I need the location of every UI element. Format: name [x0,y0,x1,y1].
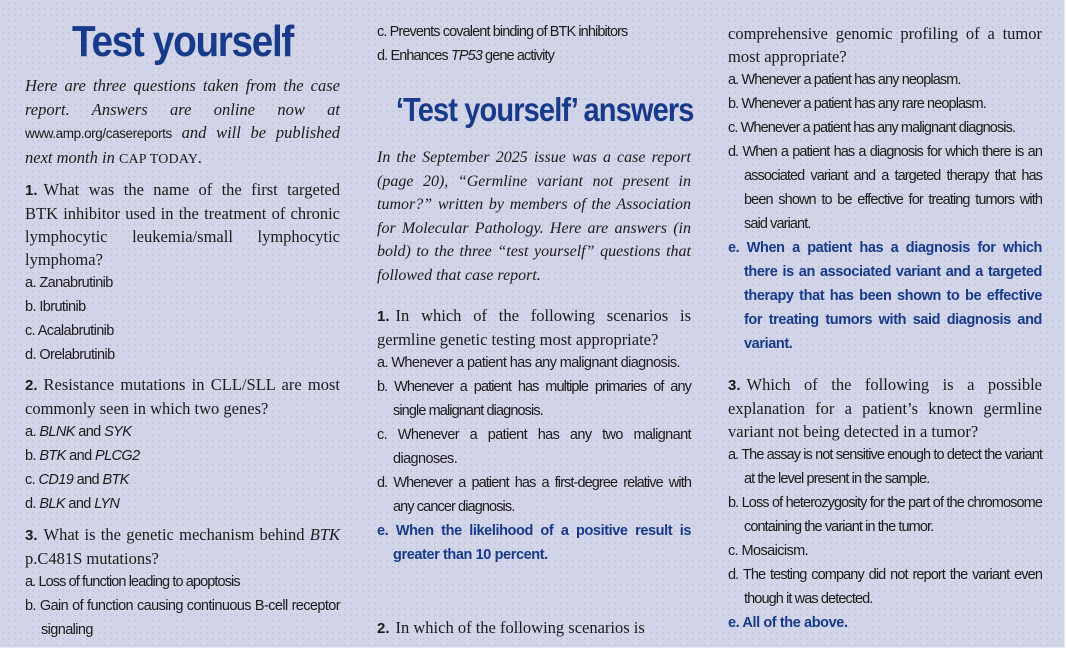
option-b [25,444,340,468]
intro-text: and will be published next month in [25,123,340,167]
option-letter: c. [377,24,387,40]
question-body: What is the genetic mechanism behind [43,525,310,544]
option-letter: c. [728,543,739,559]
option-letter: d. [377,475,388,491]
option-text: When a patient has a diagnosis for which there is an associated variant and a targeted therapy that has been shown to be effective for treating tumors with said diagnosis and variant. [744,240,1042,352]
option-text: Enhances [390,48,451,64]
option-letter: b. [728,96,739,112]
option-letter: b. [25,598,36,614]
option-text: and [74,424,105,440]
question-text [377,616,691,640]
question-number: 2. [377,620,390,637]
option-a [25,570,340,594]
option-letter: a. [25,275,36,291]
option-letter: a. [728,72,739,88]
option-text: Whenever a patient has a first-degree relative with any cancer diagnosis. [393,475,691,515]
option-letter: c. [25,323,36,339]
option-d [377,44,691,68]
case-reports-link[interactable]: www.amp.org/casereports [25,126,172,141]
option-letter: d. [728,144,739,160]
option-text: gene activity [481,48,554,64]
option-letter: c. [377,427,388,443]
option-a [25,420,340,444]
option-letter: a. [728,447,739,463]
option-text: and [65,448,95,464]
option-c [25,468,340,492]
option-text: and [73,472,103,488]
option-text: Loss of heterozygosity for the part of the chromosome containing the variant in the tumor. [741,495,1042,535]
option-d [25,492,340,516]
question-body: In which of the following scenarios is [395,618,645,637]
gene-name: BLK [39,496,65,512]
gene-name: BTK [39,448,66,464]
gene-name: TP53 [450,48,482,64]
option-text: Whenever a patient has multiple primaries of any single malignant diagnosis. [393,379,691,419]
question-body: What was the name of the first targeted BTK inhibitor used in the treatment of chronic lymphocytic leukemia/small lymphocytic lymphoma? [25,180,340,269]
option-text: and [64,496,95,512]
gene-name: CD19 [38,472,74,488]
question-text [728,22,1042,68]
option-letter: d. [25,496,36,512]
option-text: Whenever a patient has any malignant diagnosis. [740,120,1016,136]
option-letter: d. [728,567,739,583]
option-text: Whenever a patient has any neoplasm. [741,72,961,88]
answer-question-1 [377,304,691,567]
question-number: 3. [728,377,741,394]
question-number: 1. [25,182,38,199]
intro-text: Here are three questions taken from the case report. Answers are online now at [25,76,340,119]
option-text: Loss of function leading to apoptosis [38,574,240,590]
option-text: Mosaicism. [741,543,809,559]
answer-question-3 [728,373,1042,635]
option-text: Zanabrutinib [39,275,113,291]
option-text: Orelabrutinib [39,347,115,363]
option-letter: e. [728,615,740,631]
gene-name: SYK [104,424,132,440]
magazine-name: CAP TODAY [118,151,199,167]
gene-name: BTK [309,525,340,544]
option-d [728,140,1042,236]
gene-name: PLCG2 [95,448,140,464]
option-b [25,295,340,319]
option-letter: e. [728,240,740,256]
quiz-question-3-continued [377,20,691,68]
option-text: The testing company did not report the variant even though it was detected. [742,567,1042,607]
option-c [377,423,691,471]
question-body: Which of the following is a possible explanation for a patient’s known germline variant not being detected in a tumor? [728,375,1042,441]
question-text [25,178,340,271]
option-text: When a patient has a diagnosis for which there is an associated variant and a targeted therapy that has been shown to be effective for treating tumors with said variant. [742,144,1042,232]
question-body: comprehensive genomic profiling of a tumor most appropriate? [728,24,1042,66]
option-a [377,351,691,375]
option-c [377,20,691,44]
option-text: All of the above. [742,615,848,631]
option-letter: c. [25,472,36,488]
option-text: Ibrutinib [39,299,86,315]
quiz-intro [25,74,340,171]
quiz-question-2 [25,373,340,516]
option-text: Whenever a patient has any rare neoplasm. [741,96,986,112]
question-number: 1. [377,308,390,325]
option-letter: d. [377,48,388,64]
option-d [728,563,1042,611]
option-a [728,443,1042,491]
gene-name: BTK [102,472,129,488]
option-text: Whenever a patient has any malignant diagnosis. [391,355,680,371]
option-letter: b. [377,379,388,395]
option-text: Acalabrutinib [37,323,114,339]
option-text: Prevents covalent binding of BTK inhibitors [389,24,628,40]
option-b [25,594,340,642]
option-letter: a. [25,424,36,440]
question-text [25,373,340,420]
answer-question-2 [377,616,691,640]
option-letter: a. [377,355,388,371]
option-letter: a. [25,574,36,590]
option-letter: c. [728,120,738,136]
option-b [377,375,691,423]
quiz-title: Test yourself [72,17,293,66]
option-a [728,68,1042,92]
question-body: p.C481S mutations? [25,549,159,568]
quiz-question-3 [25,523,340,642]
option-e-correct-answer [728,611,1042,635]
question-text [25,523,340,570]
option-b [728,92,1042,116]
option-text: Gain of function causing continuous B-cell receptor signaling [39,598,340,638]
question-text [728,373,1042,443]
option-letter: d. [25,347,36,363]
option-c [25,319,340,343]
option-c [728,116,1042,140]
option-a [25,271,340,295]
option-d [25,343,340,367]
option-c [728,539,1042,563]
answer-question-2-continued [728,22,1042,356]
option-e-correct-answer [728,236,1042,356]
period: . [198,147,203,167]
question-body: In which of the following scenarios is germline genetic testing most appropriate? [377,306,691,349]
question-number: 3. [25,527,38,544]
option-text: The assay is not sensitive enough to detect the variant at the level present in the sample. [741,447,1042,487]
option-letter: e. [377,523,389,539]
question-text [377,304,691,351]
option-d [377,471,691,519]
option-letter: b. [25,299,36,315]
answers-title: ‘Test yourself’ answers [395,91,694,128]
question-body: Resistance mutations in CLL/SLL are most commonly seen in which two genes? [25,375,340,418]
option-b [728,491,1042,539]
option-text: When the likelihood of a positive result is greater than 10 percent. [393,523,691,563]
question-number: 2. [25,377,38,394]
option-text: Whenever a patient has any two malignant diagnoses. [393,427,691,467]
option-letter: b. [728,495,739,511]
gene-name: BLNK [39,424,75,440]
answers-intro: In the September 2025 issue was a case report (page 20), “Germline variant not present in tumor?” written by members of the Association for Molecular Pathology. Here are answers (in bold) to the three “test yourself” questions that followed that case report. [377,149,691,284]
gene-name: LYN [94,496,120,512]
option-e-correct-answer [377,519,691,567]
quiz-question-1 [25,178,340,367]
option-letter: b. [25,448,36,464]
